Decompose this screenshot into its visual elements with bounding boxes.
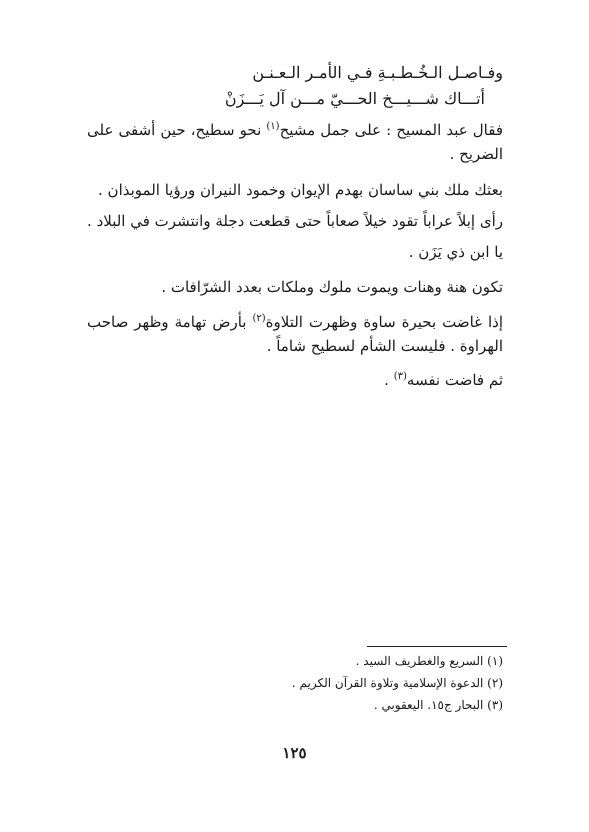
footnote-marker: (١) (266, 121, 280, 132)
paragraph-text: يا ابن ذي يَزَن . (408, 243, 503, 261)
paragraph (87, 209, 503, 233)
paragraph (87, 310, 503, 358)
paragraph-text: نحو سطيح، حين أشفى على الضريح . (87, 121, 503, 163)
paragraph (87, 178, 503, 202)
footnote-separator (367, 646, 507, 647)
verse-line: أتـــاك شـــيـــخ الحـــيّ مـــن آل يَـــزَنْ (224, 89, 485, 108)
paragraph (87, 275, 503, 299)
paragraph-text: تكون هنة وهنات ويموت ملوك وملكات بعدد الشرّافات . (161, 278, 503, 296)
footnote: (٢) الدعوة الإسلامية وتلاوة القرآن الكريم . (291, 676, 503, 690)
footnote-marker: (٢) (252, 313, 266, 324)
paragraph (87, 118, 503, 166)
paragraph-text: بعثك ملك بني ساسان بهدم الإيوان وخمود النيران ورؤيا الموبذان . (98, 181, 503, 199)
paragraph-text: بأرض تهامة وظهر صاحب الهراوة . فليست الشأم لسطيح شاماً . (87, 313, 503, 355)
paragraph-text: إذا غاضت بحيرة ساوة وظهرت التلاوة (265, 313, 503, 331)
footnote: (٣) البحار ج١٥. اليعقوبي . (373, 698, 503, 712)
footnote-marker: (٣) (393, 371, 407, 382)
paragraph-text: رأى إبلاً عراباً تقود خيلاً صعاباً حتى قطعت دجلة وانتشرت في البلاد . (87, 212, 503, 230)
page-number: ١٢٥ (282, 744, 307, 762)
paragraph (87, 368, 503, 392)
paragraph-text: . (384, 371, 394, 389)
verse-line: وفـاصـل الـخُـطـبـةِ فـي الأمـر الـعـنـن (252, 63, 503, 82)
paragraph-text: ثم فاضت نفسه (406, 371, 503, 389)
paragraph (87, 240, 503, 264)
footnote: (١) السريع والغطريف السيد . (355, 654, 503, 668)
paragraph-text: فقال عبد المسيح : على جمل مشيح (279, 121, 503, 139)
